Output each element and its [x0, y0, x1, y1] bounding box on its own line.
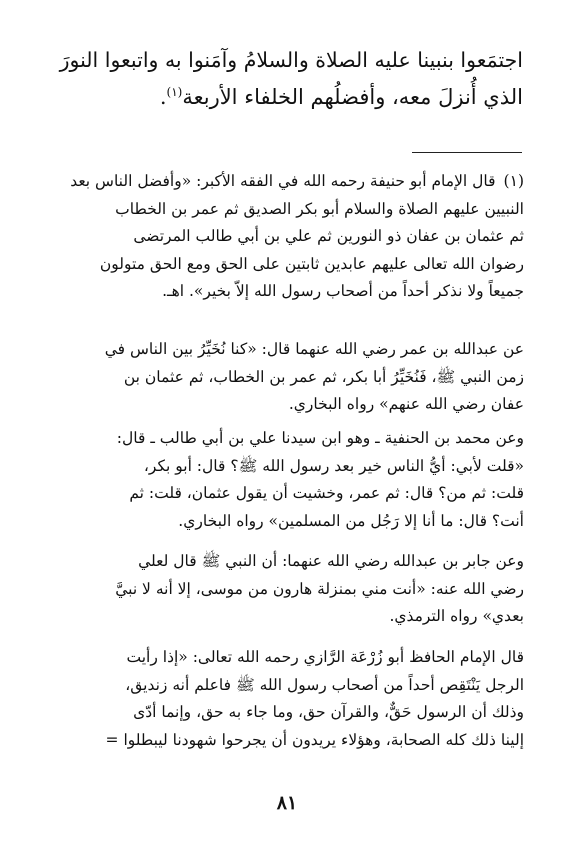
footnote-line: وعن محمد بن الحنفية ـ وهو ابن سيدنا علي بن أبي طالب ـ قال:: [116, 429, 524, 447]
main-text-line: اجتمَعوا بنبينا عليه الصلاة والسلامُ وآمَنوا به واتبعوا النورَ: [59, 48, 523, 72]
page-number: ٨١: [276, 792, 298, 814]
footnote-line: أنت؟ قال: ما أنا إلا رَجُل من المسلمين» رواه البخاري.: [178, 511, 524, 530]
footnote-line: قال الإمام الحافظ أبو زُرْعَة الرَّازي رحمه الله تعالى: «إذا رأيت: [126, 648, 524, 666]
footnote-line: رضي الله عنه: «أنت مني بمنزلة هارون من موسى، إلا أنه لا نبيَّ: [115, 579, 524, 598]
footnote-line: رضوان الله تعالى عليهم عابدين ثابتين على الحق ومع الحق متولون: [99, 254, 524, 273]
footnote-line: وذلك أن الرسول حَقٌّ، والقرآن حق، وما جاء به حق، وإنما أدّى: [133, 703, 524, 721]
main-text-line-content: الذي أُنزلَ معه، وأفضلُهم الخلفاء الأربعة: [182, 85, 523, 109]
footnote-line: زمن النبي ﷺ، فَنُخَيِّرُ أبا بكر، ثم عمر بن الخطاب، ثم عثمان بن: [123, 367, 524, 386]
footnote-line-content: قال الإمام أبو حنيفة رحمه الله في الفقه الأكبر: «وأفضل الناس بعد: [70, 172, 496, 190]
footnote-line: جميعاً ولا نذكر أحداً من أصحاب رسول الله إلاّ بخير». اهـ.: [162, 282, 524, 300]
main-text: [55, 42, 523, 116]
footnote-paragraph-abu-zura: [58, 644, 524, 754]
footnote-number: (١): [503, 172, 524, 190]
footnote-line: عن عبدالله بن عمر رضي الله عنهما قال: «كنا نُخَيِّرُ بين الناس في: [104, 340, 524, 358]
footnote-line: عفان رضي الله عنهم» رواه البخاري.: [288, 395, 524, 413]
main-text-line: الذي أُنزلَ معه، وأفضلُهم الخلفاء الأربعة$^{(١)}$.: [159, 85, 523, 109]
footnote-line: بعدي» رواه الترمذي.: [389, 607, 524, 625]
footnote-line: قلت: ثم من؟ قال: ثم عمر، وخشيت أن يقول عثمان، قلت: ثم: [129, 484, 524, 502]
footnote-line: إلينا ذلك كله الصحابة، وهؤلاء يريدون أن يجرحوا شهودنا ليبطلوا =: [105, 730, 524, 749]
footnote-paragraph-ibn-umar: [58, 336, 524, 419]
footnote-line: ثم عثمان بن عفان ذو النورين ثم علي بن أبي طالب المرتضى: [133, 227, 524, 245]
footnote-line: النبيين عليهم الصلاة والسلام أبو بكر الصديق ثم عمر بن الخطاب: [115, 199, 524, 218]
footnote-paragraph-ibn-hanafiyya: [58, 425, 524, 535]
footnote: [58, 168, 524, 306]
footnote-paragraph-jabir: [58, 548, 524, 631]
footnote-separator: [412, 152, 522, 153]
footnote-line: وعن جابر بن عبدالله رضي الله عنهما: أن النبي ﷺ قال لعلي: [138, 552, 524, 570]
footnote-line: [58, 168, 524, 196]
footnote-line: الرجل يَنْتَقِص أحداً من أصحاب رسول الله ﷺ فاعلم أنه زنديق،: [125, 675, 524, 694]
footnote-line: «قلت لأبي: أيُّ الناس خير بعد رسول الله ﷺ؟ قال: أبو بكر،: [143, 456, 524, 475]
footnote-marker: (١): [166, 85, 183, 99]
